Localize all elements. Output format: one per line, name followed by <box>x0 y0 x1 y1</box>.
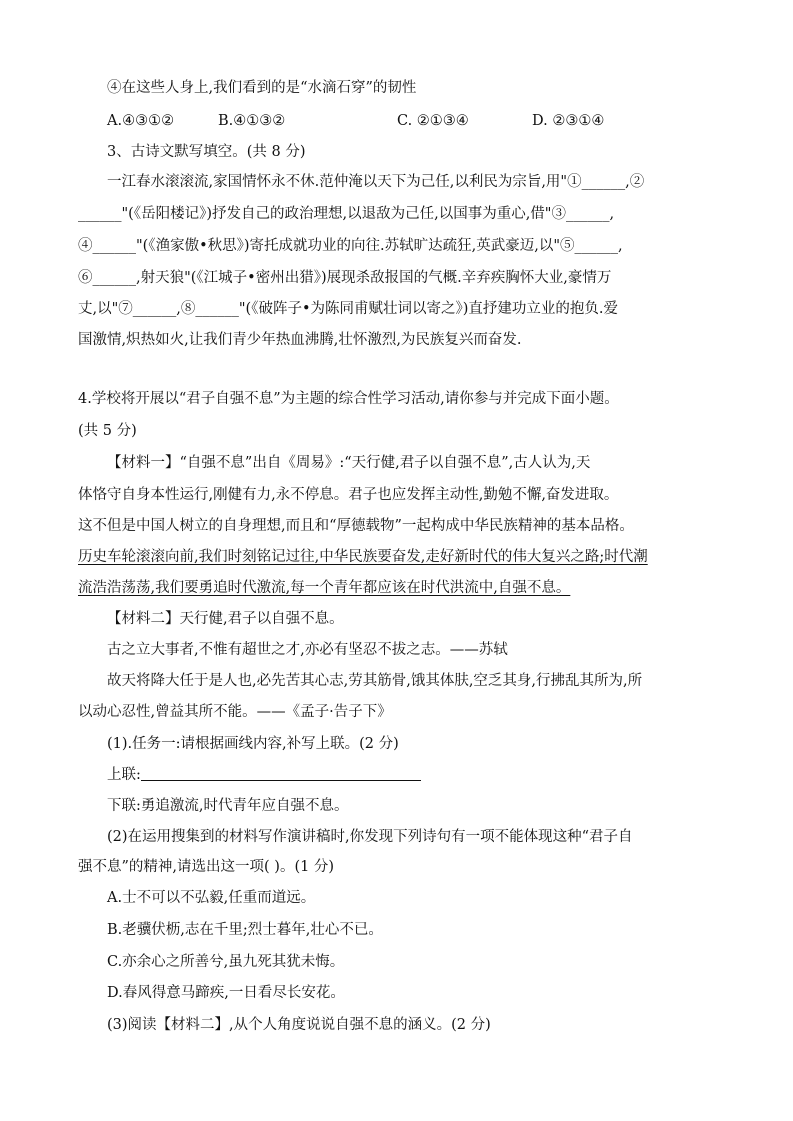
task2-option-a: A.士不可以不弘毅,任重而道远。 <box>107 890 316 906</box>
q3-line: 国激情,炽热如火,让我们青少年热血沸腾,壮怀激烈,为民族复兴而奋发. <box>78 332 522 348</box>
q4-title-cont: (共 5 分) <box>78 423 137 439</box>
material2-line: 【材料二】天行健,君子以自强不息。 <box>107 611 344 627</box>
task2-option-c: C.亦余心之所善兮,虽九死其犹未悔。 <box>107 954 345 970</box>
material2-line: 古之立大事者,不惟有超世之才,亦必有坚忍不拔之志。——苏轼 <box>107 642 508 658</box>
upper-couplet-label: 上联: <box>107 767 141 783</box>
material1-line: 体恪守自身本性运行,刚健有力,永不停息。君子也应发挥主动性,勤勉不懈,奋发进取。 <box>78 487 619 503</box>
lower-couplet: 下联:勇追激流,时代青年应自强不息。 <box>107 798 349 814</box>
q2-option-d: D. ②③①④ <box>532 113 605 129</box>
task2-prompt-cont: 强不息”的精神,请选出这一项( )。(1 分) <box>78 859 335 875</box>
q3-line: 丈,以"⑦______,⑧______"(《破阵子•为陈同甫赋壮词以寄之》)直抒建功立业的抱负.爱 <box>78 301 619 317</box>
material2-line: 以动心忍性,曾益其所不能。——《孟子·告子下》 <box>78 704 392 720</box>
material1-line: 这不但是中国人树立的自身理想,而且和“厚德载物”一起构成中华民族精神的基本品格。 <box>78 518 634 534</box>
q2-option-a: A.④③①② <box>107 113 175 129</box>
q3-line: 一江春水滚滚流,家国情怀永不休.范仲淹以天下为己任,以利民为宗旨,用"①______,② <box>107 174 645 190</box>
material1-line: 【材料一】“自强不息”出自《周易》:“天行健,君子以自强不息”,古人认为,天 <box>107 455 591 471</box>
q2-option-c: C. ②①③④ <box>397 113 469 129</box>
q3-line: ⑥______,射天狼"(《江城子•密州出猎》)展现杀敌报国的气概.辛弃疾胸怀大业,豪情万 <box>78 270 612 286</box>
task1-upper-row <box>107 765 421 785</box>
q2-item-4: ④在这些人身上,我们看到的是“水滴石穿”的韧性 <box>107 80 417 96</box>
task1-prompt: (1).任务一:请根据画线内容,补写上联。(2 分) <box>107 736 399 752</box>
material1-underlined-line: 历史车轮滚滚向前,我们时刻铭记过往,中华民族要奋发,走好新时代的伟大复兴之路;时代潮 <box>78 549 648 565</box>
task2-option-b: B.老骥伏枥,志在千里;烈士暮年,壮心不已。 <box>107 922 383 938</box>
q3-line: ______"(《岳阳楼记》)抒发自己的政治理想,以退敌为己任,以国事为重心,借"③______, <box>78 206 615 222</box>
q2-option-b: B.④①③② <box>218 113 286 129</box>
task3-prompt: (3)阅读【材料二】,从个人角度说说自强不息的涵义。(2 分) <box>107 1017 491 1033</box>
material1-underlined-line: 流浩浩荡荡,我们要勇追时代激流,每一个青年都应该在时代洪流中,自强不息。 <box>78 580 571 596</box>
upper-couplet-blank[interactable] <box>141 766 421 781</box>
task2-prompt: (2)在运用搜集到的材料写作演讲稿时,你发现下列诗句有一项不能体现这种“君子自 <box>107 829 633 845</box>
q3-title: 3、古诗文默写填空。(共 8 分) <box>107 144 306 160</box>
material2-line: 故天将降大任于是人也,必先苦其心志,劳其筋骨,饿其体肤,空乏其身,行拂乱其所为,所 <box>107 673 643 689</box>
q3-line: ④______"(《渔家傲•秋思》)寄托成就功业的向往.苏轼旷达疏狂,英武豪迈,以"⑤______, <box>78 238 623 254</box>
q4-title: 4.学校将开展以“君子自强不息”为主题的综合性学习活动,请你参与并完成下面小题。 <box>78 391 619 407</box>
task2-option-d: D.春风得意马蹄疾,一日看尽长安花。 <box>107 985 345 1001</box>
